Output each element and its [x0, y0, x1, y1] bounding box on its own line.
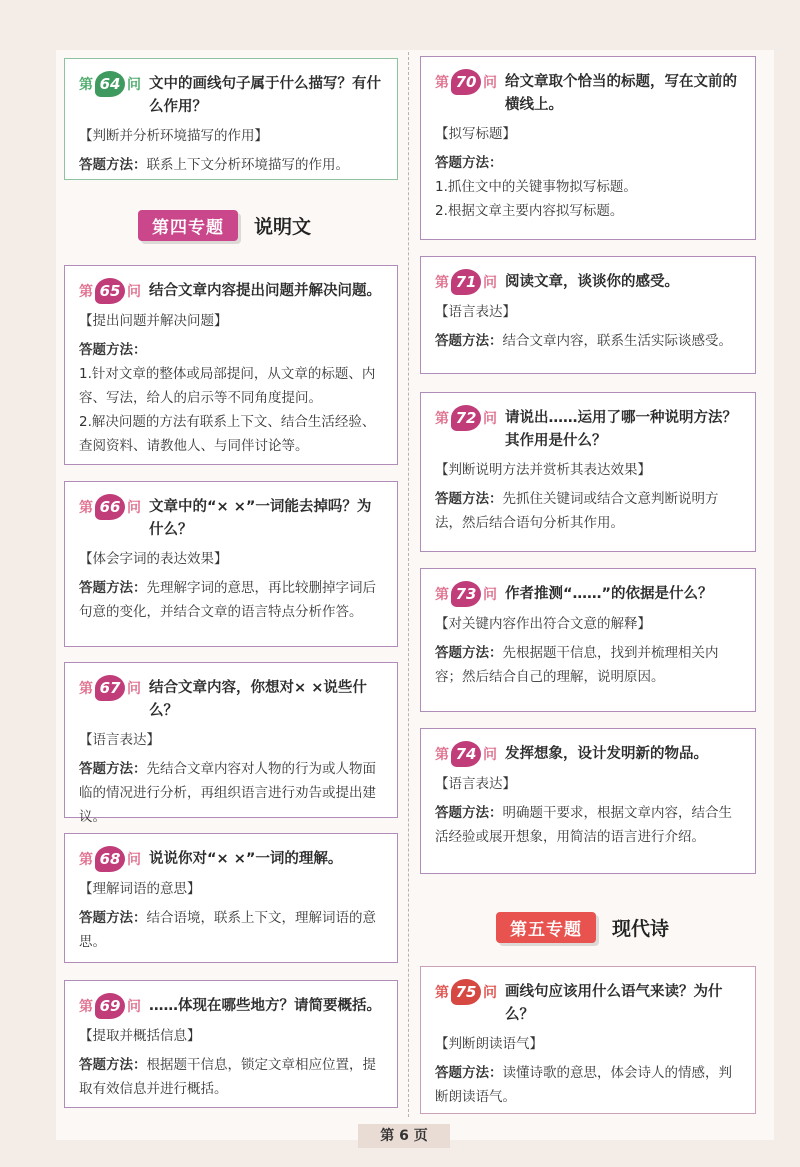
question-card-67: [64, 662, 398, 825]
question-category: 【对关键内容作出符合文意的解释】: [435, 616, 651, 632]
question-card-74: [420, 728, 756, 874]
question-category: 【判断说明方法并赏析其表达效果】: [435, 462, 651, 478]
question-number-tag: 第 74 问: [435, 741, 497, 767]
answer-method: 答题方法： 1.针对文章的整体或局部提问，从文章的标题、内容、写法，给人的启示等不同角度提问。 2.解决问题的方法有联系上下文、结合生活经验、查阅资料、请教他人、与同伴讨论等。: [79, 342, 376, 454]
answer-method: 答题方法：读懂诗歌的意思，体会诗人的情感，判断朗读语气。: [435, 1065, 732, 1105]
topic-pill: 第四专题: [138, 210, 238, 241]
question-number-tag: 第 75 问: [435, 979, 497, 1005]
question-card-65: [64, 265, 398, 465]
page-number: 第 6 页: [358, 1124, 450, 1148]
question-text: 阅读文章，谈谈你的感受。: [505, 274, 679, 290]
question-text: ……体现在哪些地方？请简要概括。: [149, 998, 381, 1014]
column-divider: [408, 52, 409, 1117]
topic-pill: 第五专题: [496, 912, 596, 943]
question-card-72: [420, 392, 756, 552]
question-number-tag: 第 66 问: [79, 494, 141, 520]
question-text: 请说出……运用了哪一种说明方法？其作用是什么？: [505, 410, 737, 449]
question-category: 【语言表达】: [79, 732, 160, 748]
question-category: 【拟写标题】: [435, 126, 516, 142]
question-number-tag: 第 70 问: [435, 69, 497, 95]
question-number-tag: 第 67 问: [79, 675, 141, 701]
question-number-tag: 第 69 问: [79, 993, 141, 1019]
topic-name: 现代诗: [612, 918, 670, 940]
question-card-73: [420, 568, 756, 712]
answer-method: 答题方法： 1.抓住文中的关键事物拟写标题。 2.根据文章主要内容拟写标题。: [435, 155, 637, 219]
question-text: 画线句应该用什么语气来读？为什么？: [505, 984, 723, 1023]
question-category: 【体会字词的表达效果】: [79, 551, 228, 567]
answer-method: 答题方法：先结合文章内容对人物的行为或人物面临的情况进行分析，再组织语言进行劝告或提出建议。: [79, 761, 376, 825]
question-text: 结合文章内容，你想对× ×说些什么？: [149, 680, 367, 719]
answer-method: 答题方法：联系上下文分析环境描写的作用。: [79, 157, 349, 173]
question-card-69: [64, 980, 398, 1108]
question-text: 结合文章内容提出问题并解决问题。: [149, 283, 381, 299]
question-card-70: [420, 56, 756, 240]
answer-method: 答题方法：结合文章内容，联系生活实际谈感受。: [435, 333, 732, 349]
answer-method: 答题方法：明确题干要求，根据文章内容，结合生活经验或展开想象，用简洁的语言进行介绍。: [435, 805, 732, 845]
question-category: 【提出问题并解决问题】: [79, 313, 228, 329]
question-category: 【语言表达】: [435, 304, 516, 320]
answer-method: 答题方法：结合语境，联系上下文，理解词语的意思。: [79, 910, 376, 950]
question-text: 说说你对“× ×”一词的理解。: [149, 851, 343, 867]
question-number-tag: 第 65 问: [79, 278, 141, 304]
question-card-68: [64, 833, 398, 963]
answer-method: 答题方法：先理解字词的意思，再比较删掉字词后句意的变化，并结合文章的语言特点分析作答。: [79, 580, 376, 620]
answer-method: 答题方法：根据题干信息，锁定文章相应位置，提取有效信息并进行概括。: [79, 1057, 376, 1097]
answer-method: 答题方法：先抓住关键词或结合文意判断说明方法，然后结合语句分析其作用。: [435, 491, 719, 531]
question-text: 作者推测“……”的依据是什么？: [505, 586, 713, 602]
topic-name: 说明文: [254, 216, 312, 238]
question-category: 【提取并概括信息】: [79, 1028, 201, 1044]
question-card-66: [64, 481, 398, 647]
question-number-tag: 第 64 问: [79, 71, 141, 97]
question-category: 【理解词语的意思】: [79, 881, 201, 897]
question-card-64: [64, 58, 398, 180]
topic-heading-4: [138, 210, 311, 241]
question-card-75: [420, 966, 756, 1114]
question-number-tag: 第 73 问: [435, 581, 497, 607]
question-text: 给文章取个恰当的标题，写在文前的横线上。: [505, 74, 737, 113]
question-number-tag: 第 72 问: [435, 405, 497, 431]
question-text: 发挥想象，设计发明新的物品。: [505, 746, 708, 762]
question-category: 【判断并分析环境描写的作用】: [79, 128, 268, 144]
question-text: 文章中的“× ×”一词能去掉吗？为什么？: [149, 499, 372, 538]
question-number-tag: 第 68 问: [79, 846, 141, 872]
question-category: 【判断朗读语气】: [435, 1036, 543, 1052]
question-category: 【语言表达】: [435, 776, 516, 792]
question-text: 文中的画线句子属于什么描写？有什么作用？: [149, 76, 381, 115]
question-number-tag: 第 71 问: [435, 269, 497, 295]
answer-method: 答题方法：先根据题干信息，找到并梳理相关内容；然后结合自己的理解，说明原因。: [435, 645, 719, 685]
question-card-71: [420, 256, 756, 374]
topic-heading-5: [496, 912, 669, 943]
